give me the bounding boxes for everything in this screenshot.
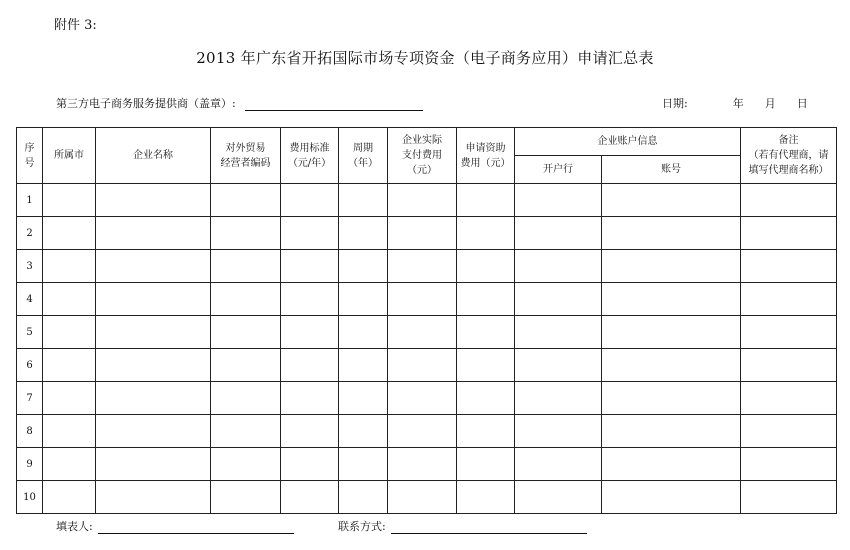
cell-period[interactable] (339, 382, 388, 415)
filler-label: 填表人: (56, 520, 93, 533)
cell-account-no[interactable] (602, 415, 741, 448)
header-remark: 备注 （若有代理商，请 填写代理商名称） (741, 128, 837, 184)
cell-fee-standard[interactable] (281, 415, 339, 448)
cell-fee-standard[interactable] (281, 349, 339, 382)
cell-trade-code[interactable] (211, 217, 281, 250)
cell-company[interactable] (96, 283, 211, 316)
header-account-no: 账号 (602, 156, 741, 184)
cell-fee-standard[interactable] (281, 481, 339, 514)
header-fee-standard: 费用标准 （元/年） (281, 128, 339, 184)
cell-remark[interactable] (741, 184, 837, 217)
row-number: 6 (17, 349, 43, 382)
cell-trade-code[interactable] (211, 382, 281, 415)
cell-remark[interactable] (741, 217, 837, 250)
cell-period[interactable] (339, 250, 388, 283)
cell-apply-fee[interactable] (457, 316, 515, 349)
cell-fee-standard[interactable] (281, 184, 339, 217)
table-row (17, 184, 837, 217)
cell-actual-fee[interactable] (388, 382, 457, 415)
cell-bank[interactable] (515, 316, 602, 349)
row-number: 3 (17, 250, 43, 283)
table-row (17, 250, 837, 283)
cell-remark[interactable] (741, 250, 837, 283)
header-trade-code: 对外贸易 经营者编码 (211, 128, 281, 184)
cell-city[interactable] (43, 382, 96, 415)
form-title: 2013 年广东省开拓国际市场专项资金（电子商务应用）申请汇总表 (196, 49, 654, 67)
cell-company[interactable] (96, 217, 211, 250)
cell-remark[interactable] (741, 316, 837, 349)
cell-city[interactable] (43, 283, 96, 316)
cell-bank[interactable] (515, 283, 602, 316)
cell-apply-fee[interactable] (457, 217, 515, 250)
cell-bank[interactable] (515, 415, 602, 448)
cell-actual-fee[interactable] (388, 283, 457, 316)
row-number: 9 (17, 448, 43, 481)
cell-actual-fee[interactable] (388, 250, 457, 283)
date-day: 日 (796, 97, 808, 110)
cell-trade-code[interactable] (211, 481, 281, 514)
cell-company[interactable] (96, 448, 211, 481)
cell-bank[interactable] (515, 349, 602, 382)
table-row (17, 349, 837, 382)
date-field (662, 95, 808, 111)
cell-period[interactable] (339, 415, 388, 448)
header-account-info: 企业账户信息 (515, 128, 741, 156)
cell-apply-fee[interactable] (457, 184, 515, 217)
cell-period[interactable] (339, 283, 388, 316)
cell-account-no[interactable] (602, 184, 741, 217)
contact-label: 联系方式: (338, 520, 386, 533)
cell-company[interactable] (96, 481, 211, 514)
row-number: 5 (17, 316, 43, 349)
provider-field (56, 95, 423, 111)
cell-account-no[interactable] (602, 250, 741, 283)
cell-account-no[interactable] (602, 316, 741, 349)
cell-company[interactable] (96, 415, 211, 448)
cell-trade-code[interactable] (211, 250, 281, 283)
row-number: 7 (17, 382, 43, 415)
cell-apply-fee[interactable] (457, 349, 515, 382)
cell-city[interactable] (43, 250, 96, 283)
cell-actual-fee[interactable] (388, 415, 457, 448)
cell-company[interactable] (96, 250, 211, 283)
cell-bank[interactable] (515, 382, 602, 415)
date-label: 日期: (662, 97, 688, 110)
cell-period[interactable] (339, 217, 388, 250)
cell-account-no[interactable] (602, 481, 741, 514)
cell-account-no[interactable] (602, 382, 741, 415)
header-actual-fee: 企业实际 支付费用 （元） (388, 128, 457, 184)
table-row (17, 382, 837, 415)
contact-field (338, 518, 587, 534)
cell-apply-fee[interactable] (457, 448, 515, 481)
header-company: 企业名称 (96, 128, 211, 184)
cell-city[interactable] (43, 448, 96, 481)
cell-company[interactable] (96, 184, 211, 217)
cell-actual-fee[interactable] (388, 217, 457, 250)
filler-line[interactable] (98, 521, 294, 534)
cell-company[interactable] (96, 382, 211, 415)
row-number: 8 (17, 415, 43, 448)
header-bank: 开户行 (515, 156, 602, 184)
cell-trade-code[interactable] (211, 316, 281, 349)
table-row (17, 415, 837, 448)
cell-bank[interactable] (515, 250, 602, 283)
cell-apply-fee[interactable] (457, 415, 515, 448)
date-year: 年 (732, 97, 744, 110)
cell-period[interactable] (339, 184, 388, 217)
cell-city[interactable] (43, 349, 96, 382)
provider-signature-line[interactable] (245, 98, 423, 111)
cell-fee-standard[interactable] (281, 316, 339, 349)
date-month: 月 (764, 97, 776, 110)
cell-apply-fee[interactable] (457, 481, 515, 514)
cell-fee-standard[interactable] (281, 217, 339, 250)
cell-apply-fee[interactable] (457, 250, 515, 283)
application-summary-table (16, 127, 837, 514)
cell-city[interactable] (43, 217, 96, 250)
cell-company[interactable] (96, 316, 211, 349)
cell-fee-standard[interactable] (281, 283, 339, 316)
cell-bank[interactable] (515, 448, 602, 481)
cell-remark[interactable] (741, 415, 837, 448)
cell-remark[interactable] (741, 481, 837, 514)
cell-account-no[interactable] (602, 217, 741, 250)
attachment-label: 附件 3: (54, 18, 97, 33)
cell-city[interactable] (43, 481, 96, 514)
cell-trade-code[interactable] (211, 448, 281, 481)
provider-label: 第三方电子商务服务提供商（盖章）: (56, 97, 236, 110)
cell-fee-standard[interactable] (281, 382, 339, 415)
cell-account-no[interactable] (602, 349, 741, 382)
cell-bank[interactable] (515, 184, 602, 217)
header-seq: 序 号 (17, 128, 43, 184)
cell-remark[interactable] (741, 448, 837, 481)
filler-field (56, 518, 294, 534)
cell-city[interactable] (43, 316, 96, 349)
cell-period[interactable] (339, 448, 388, 481)
cell-period[interactable] (339, 481, 388, 514)
row-number: 4 (17, 283, 43, 316)
table-row (17, 448, 837, 481)
contact-line[interactable] (391, 521, 587, 534)
cell-bank[interactable] (515, 481, 602, 514)
cell-actual-fee[interactable] (388, 481, 457, 514)
cell-bank[interactable] (515, 217, 602, 250)
cell-remark[interactable] (741, 349, 837, 382)
table-row (17, 283, 837, 316)
cell-company[interactable] (96, 349, 211, 382)
row-number: 1 (17, 184, 43, 217)
row-number: 2 (17, 217, 43, 250)
table-row (17, 481, 837, 514)
cell-apply-fee[interactable] (457, 382, 515, 415)
cell-city[interactable] (43, 415, 96, 448)
cell-period[interactable] (339, 316, 388, 349)
table-row (17, 316, 837, 349)
cell-actual-fee[interactable] (388, 448, 457, 481)
cell-actual-fee[interactable] (388, 349, 457, 382)
cell-trade-code[interactable] (211, 283, 281, 316)
cell-fee-standard[interactable] (281, 250, 339, 283)
header-city: 所属市 (43, 128, 96, 184)
cell-remark[interactable] (741, 382, 837, 415)
table-row (17, 217, 837, 250)
cell-trade-code[interactable] (211, 184, 281, 217)
cell-trade-code[interactable] (211, 349, 281, 382)
cell-trade-code[interactable] (211, 415, 281, 448)
cell-actual-fee[interactable] (388, 184, 457, 217)
cell-remark[interactable] (741, 283, 837, 316)
cell-account-no[interactable] (602, 283, 741, 316)
cell-actual-fee[interactable] (388, 316, 457, 349)
cell-apply-fee[interactable] (457, 283, 515, 316)
cell-city[interactable] (43, 184, 96, 217)
row-number: 10 (17, 481, 43, 514)
cell-fee-standard[interactable] (281, 448, 339, 481)
header-apply-fee: 申请资助 费用（元） (457, 128, 515, 184)
cell-period[interactable] (339, 349, 388, 382)
header-period: 周期 （年） (339, 128, 388, 184)
cell-account-no[interactable] (602, 448, 741, 481)
